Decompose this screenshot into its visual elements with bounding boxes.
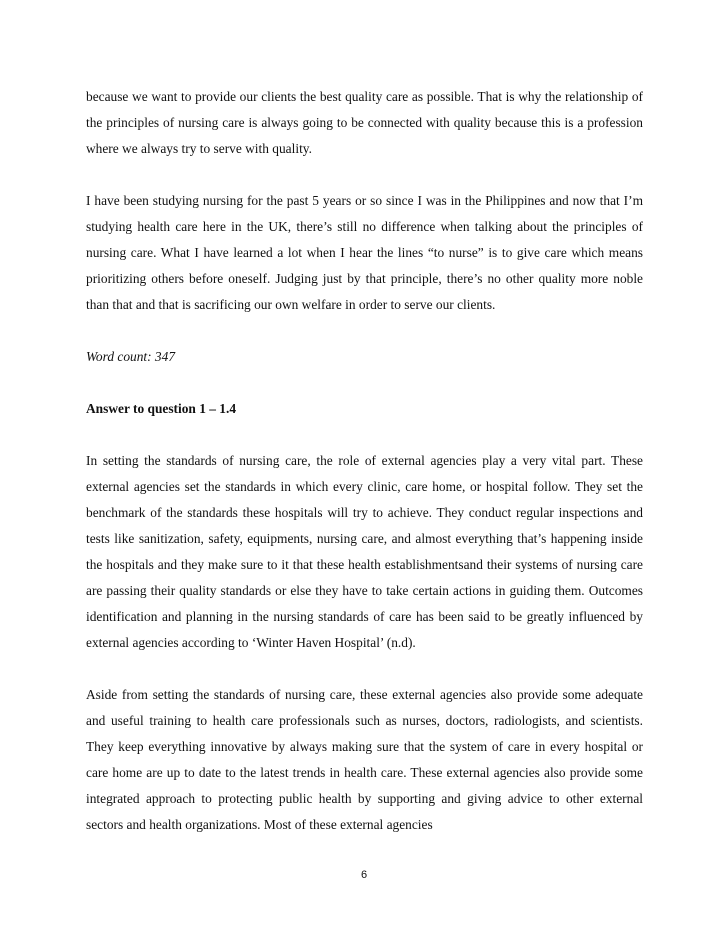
paragraph-quality-care: because we want to provide our clients the best quality care as possible. That is why the relationship of the principles of nursing care is always going to be connected with quality because this is a profession where we always try to serve with quality. bbox=[86, 89, 643, 156]
paragraph-external-agencies-training: Aside from setting the standards of nursing care, these external agencies also provide some adequate and useful training to health care professionals such as nurses, doctors, radiologists, and scientists. They keep everything innovative by always making sure that the system of care in every hospital or care home are up to date to the latest trends in health care. These external agencies also provide some integrated approach to protecting public health by supporting and giving advice to other external sectors and health organizations. Most of these external agencies bbox=[86, 687, 643, 832]
paragraph-external-agencies-standards: In setting the standards of nursing care, the role of external agencies play a very vital part. These external agencies set the standards in which every clinic, care home, or hospital follow. They set the benchmark of the standards these hospitals will try to achieve. They conduct regular inspections and tests like sanitization, safety, equipments, nursing care, and almost everything that’s happening inside the hospitals and they make sure to it that these health establishmentsand their systems of nursing care are passing their quality standards or else they have to take certain actions in guiding them. Outcomes identification and planning in the nursing standards of care has been said to be greatly influenced by external agencies according to ‘Winter Haven Hospital’ (n.d). bbox=[86, 453, 643, 650]
paragraph-studying-nursing: I have been studying nursing for the past 5 years or so since I was in the Philippines and now that I’m studying health care here in the UK, there’s still no difference when talking about the principles of nursing care. What I have learned a lot when I hear the lines “to nurse” is to give care which means prioritizing others before oneself. Judging just by that principle, there’s no other quality more noble than that and that is sacrificing our own welfare in order to serve our clients. bbox=[86, 193, 643, 312]
page-number: 6 bbox=[360, 869, 368, 881]
word-count: Word count: 347 bbox=[86, 349, 176, 364]
document-body bbox=[86, 84, 643, 838]
section-heading: Answer to question 1 – 1.4 bbox=[86, 401, 237, 416]
